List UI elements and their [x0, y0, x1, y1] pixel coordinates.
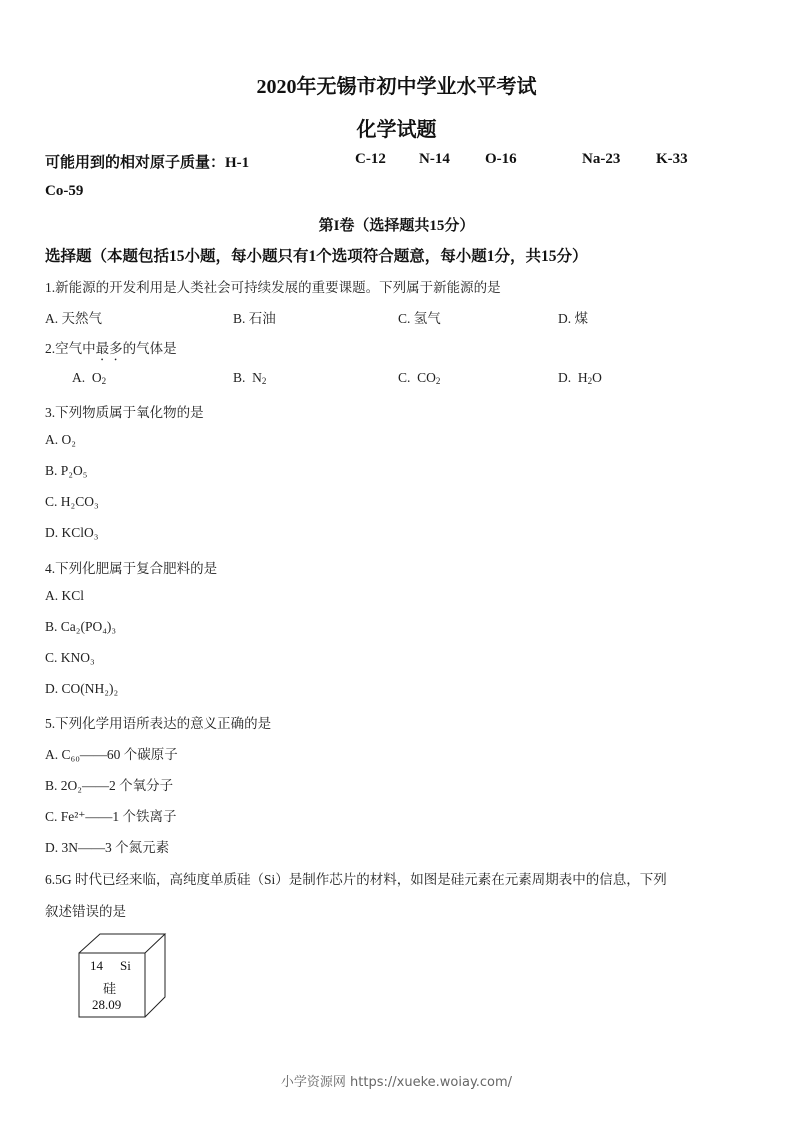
- question-3-option-c: C. H₂CO₃: [45, 494, 99, 509]
- option-letter: B.: [233, 370, 246, 385]
- option-letter: A.: [72, 370, 86, 385]
- mass-c: C-12: [355, 151, 386, 167]
- question-1-option-b: B. 石油: [233, 311, 276, 326]
- exam-title: 2020年无锡市初中学业水平考试: [256, 76, 537, 98]
- question-2-option-d: [558, 370, 602, 386]
- question-1-option-a: A. 天然气: [45, 311, 102, 326]
- question-3-option-b: B. P₂O₅: [45, 463, 88, 478]
- question-5-option-d: D. 3N——3 个氮元素: [45, 840, 170, 855]
- option-letter: C.: [398, 370, 411, 385]
- atomic-mass-label: [45, 151, 249, 172]
- formula: O: [91, 370, 102, 385]
- question-4-option-b: B. Ca₂(PO₄)₃: [45, 619, 117, 634]
- question-1-stem: 1.新能源的开发利用是人类社会可持续发展的重要课题。下列属于新能源的是: [45, 280, 501, 295]
- question-5-option-c: C. Fe²⁺——1 个铁离子: [45, 809, 177, 824]
- question-3-option-a: A. O₂: [45, 432, 76, 447]
- question-6-stem-line-2: 叙述错误的是: [45, 904, 126, 919]
- question-4-option-c: C. KNO₃: [45, 650, 95, 665]
- element-atomic-number: 14: [90, 958, 103, 973]
- mass-k: K-33: [656, 151, 688, 167]
- subscript: 2: [587, 376, 593, 386]
- question-2-option-b: [233, 370, 266, 386]
- question-2-stem-emphasis: 最多: [95, 341, 123, 356]
- question-3-stem: 3.下列物质属于氧化物的是: [45, 405, 204, 420]
- formula: CO: [417, 370, 436, 385]
- question-1-option-d: D. 煤: [558, 311, 588, 326]
- mass-o: O-16: [485, 151, 517, 167]
- exam-subtitle: 化学试题: [356, 119, 437, 141]
- subscript: 2: [101, 376, 107, 386]
- section-instructions: 选择题（本题包括15小题，每小题只有1个选项符合题意，每小题1分，共15分）: [45, 248, 588, 265]
- formula-rest: O: [592, 370, 602, 385]
- question-2-stem: [45, 337, 177, 364]
- question-4-option-d: D. CO(NH₂)₂: [45, 681, 119, 696]
- question-5-option-b: B. 2O₂——2 个氧分子: [45, 778, 174, 793]
- question-2-option-a: [72, 370, 106, 386]
- formula: H: [577, 370, 588, 385]
- subscript: 2: [435, 376, 441, 386]
- option-letter: D.: [558, 370, 572, 385]
- question-4-option-a: A. KCl: [45, 588, 85, 603]
- silicon-element-card: [60, 925, 190, 1030]
- question-1-option-c: C. 氢气: [398, 311, 441, 326]
- element-atomic-mass: 28.09: [92, 997, 122, 1012]
- element-name: 硅: [103, 981, 117, 996]
- question-3-option-d: D. KClO₃: [45, 525, 99, 540]
- mass-na: Na-23: [582, 151, 621, 167]
- mass-h: H-1: [225, 155, 250, 171]
- question-2-option-c: [398, 370, 440, 386]
- section-title: 第I卷（选择题共15分）: [318, 218, 475, 234]
- question-2-stem-prefix: 2.空气中: [45, 341, 96, 356]
- atomic-mass-label-text: 可能用到的相对原子质量：: [45, 155, 226, 171]
- subscript: 2: [261, 376, 267, 386]
- cube-outline-icon: [60, 925, 190, 1030]
- mass-co: Co-59: [45, 183, 84, 199]
- mass-n: N-14: [419, 151, 450, 167]
- question-5-option-a: A. C₆₀——60 个碳原子: [45, 747, 178, 762]
- element-symbol: Si: [120, 958, 131, 973]
- question-6-stem-line-1: 6.5G 时代已经来临，高纯度单质硅（Si）是制作芯片的材料，如图是硅元素在元素周期表中的信息，下列: [45, 872, 667, 887]
- question-2-stem-suffix: 的气体是: [122, 341, 177, 356]
- question-4-stem: 4.下列化肥属于复合肥料的是: [45, 561, 218, 576]
- footer-watermark: 小学资源网 https://xueke.woiay.com/: [280, 1075, 513, 1090]
- formula: N: [252, 370, 262, 385]
- question-5-stem: 5.下列化学用语所表达的意义正确的是: [45, 716, 272, 731]
